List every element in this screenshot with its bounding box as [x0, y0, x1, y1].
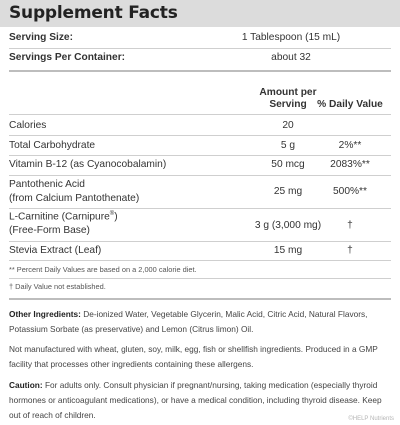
registered-mark: ®: [109, 211, 115, 217]
divider: [9, 48, 391, 49]
nutrient-name: Total Carbohydrate: [9, 140, 96, 151]
divider: [9, 241, 391, 242]
nutrient-dv: †: [347, 220, 353, 231]
nutrient-amount: 50 mcg: [271, 159, 305, 170]
header-bar: [0, 0, 400, 27]
nutrient-name-group: [9, 211, 118, 222]
nutrient-dv: 2%**: [338, 140, 362, 151]
nutrient-amount: 3 g (3,000 mg): [254, 220, 322, 231]
nutrient-dv: 500%**: [333, 186, 367, 197]
nutrient-amount: 25 mg: [273, 186, 303, 197]
nutrient-source: (from Calcium Pantothenate): [9, 193, 140, 204]
nutrient-name: Stevia Extract (Leaf): [9, 245, 102, 256]
divider: [9, 135, 391, 136]
other-ingredients: [9, 307, 393, 337]
divider: [9, 278, 391, 279]
nutrient-name: L-Carnitine (Carnipure: [9, 211, 110, 223]
nutrient-source: (Free-Form Base): [9, 225, 90, 236]
nutrient-name-end: ): [114, 211, 118, 223]
divider-thick: [9, 70, 391, 72]
other-ingredients-text: De-ionized Water, Vegetable Glycerin, Malic Acid, Citric Acid, Natural Flavors, Potassium Sorbate (as preservative) and Lemon (Citrus limon) Oil.: [9, 309, 368, 334]
nutrient-dv: †: [347, 245, 353, 256]
other-ingredients-label: Other Ingredients:: [9, 309, 81, 319]
caution-label: Caution:: [9, 380, 43, 390]
amount-header-line1: Amount per: [259, 87, 317, 98]
nutrient-name: Vitamin B-12 (as Cyanocobalamin): [9, 159, 167, 170]
watermark: ©HELP Nutrients: [348, 416, 394, 422]
servings-per-container-value: about 32: [271, 52, 311, 63]
nutrient-name: Pantothenic Acid: [9, 179, 85, 190]
caution-text: For adults only. Consult physician if pregnant/nursing, taking medication (especially thyroid hormones or anticoagulant medications), or have a medical condition, including thyroid disease. Keep out of reach of children.: [9, 380, 382, 420]
divider: [9, 114, 391, 115]
caution-statement: [9, 378, 393, 423]
divider: [9, 155, 391, 156]
divider: [9, 208, 391, 209]
serving-size-label: Serving Size:: [9, 32, 73, 43]
footnote-percent: ** Percent Daily Values are based on a 2,000 calorie diet.: [9, 265, 197, 274]
allergen-statement: Not manufactured with wheat, gluten, soy, milk, egg, fish or shellfish ingredients. Produced in a GMP facility that processes other ingredients containing these allergens.: [9, 344, 378, 369]
serving-size-value: 1 Tablespoon (15 mL): [241, 32, 341, 43]
nutrient-amount: 20: [282, 120, 294, 131]
divider: [9, 260, 391, 261]
servings-per-container-label: Servings Per Container:: [9, 52, 126, 63]
page-title: Supplement Facts: [9, 3, 178, 23]
nutrient-amount: 5 g: [280, 140, 296, 151]
amount-header-line2: Serving: [269, 99, 307, 110]
divider-thick: [9, 298, 391, 300]
divider: [9, 175, 391, 176]
footnote-dagger: † Daily Value not established.: [9, 282, 106, 291]
nutrient-amount: 15 mg: [273, 245, 303, 256]
daily-value-header: % Daily Value: [317, 99, 383, 110]
nutrient-dv: 2083%**: [330, 159, 370, 170]
nutrient-name: Calories: [9, 120, 47, 131]
